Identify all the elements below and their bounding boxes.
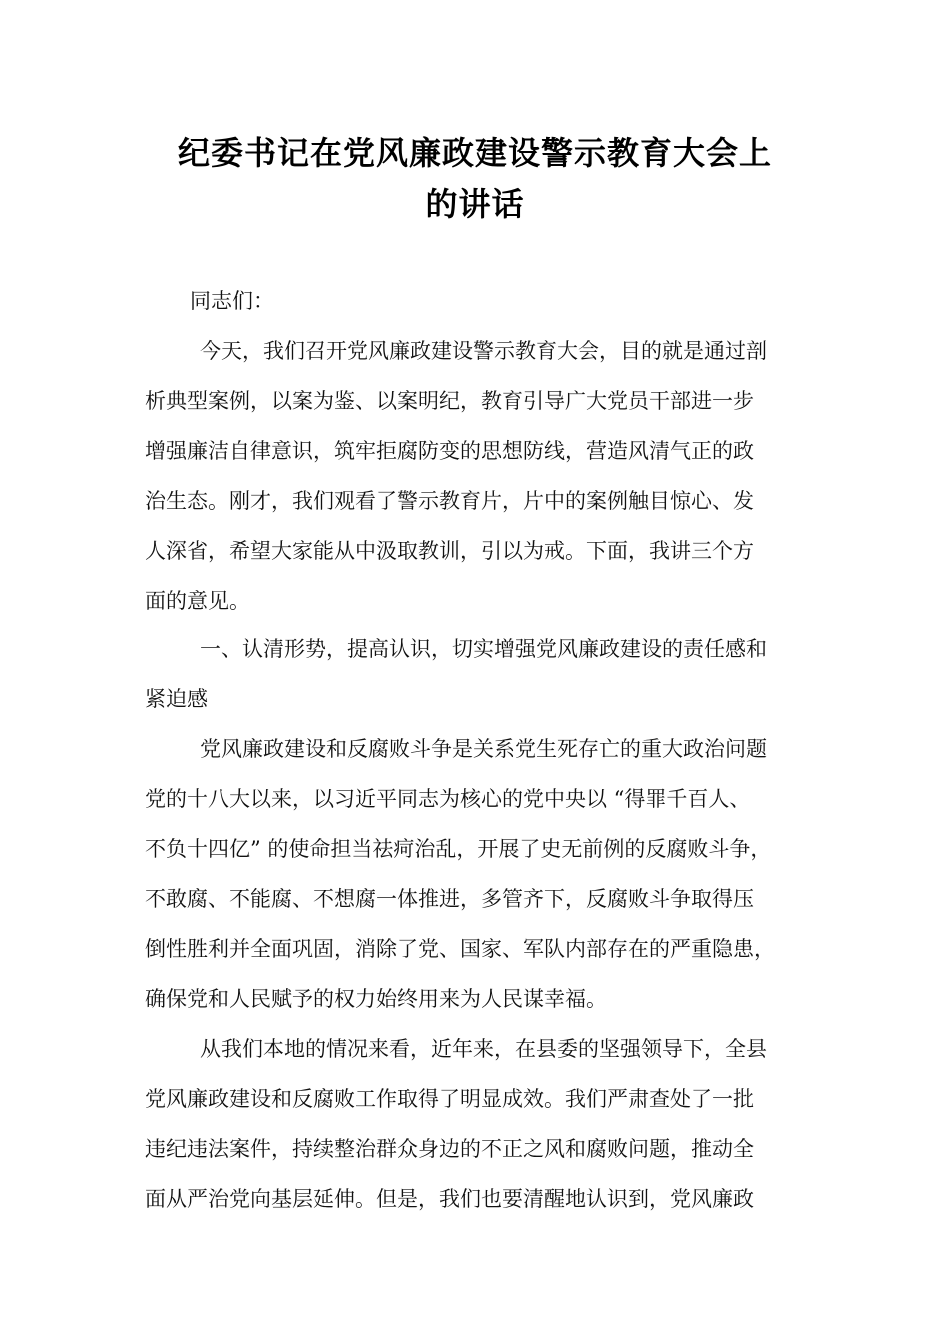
document-title [145,128,805,230]
paragraph-line: 今天，我们召开党风廉政建设警示教育大会，目的就是通过剖 [200,339,767,363]
paragraph-line: 党的十八大以来，以习近平同志为核心的党中央以 “得罪千百人、 [145,787,751,811]
paragraph-line: 党风廉政建设和反腐败斗争是关系党生死存亡的重大政治问题 [200,737,767,761]
paragraph-line: 人深省，希望大家能从中汲取教训，引以为戒。下面，我讲三个方 [145,539,754,563]
paragraph-line: 面的意见。 [145,589,250,613]
section-heading-line: 一、认清形势，提高认识，切实增强党风廉政建设的责任感和 [200,637,767,661]
paragraph-line: 违纪违法案件，持续整治群众身边的不正之风和腐败问题，推动全 [145,1137,754,1161]
paragraph-line: 增强廉洁自律意识，筑牢拒腐防变的思想防线，营造风清气正的政 [145,439,754,463]
title-line: 的讲话 [425,185,525,223]
paragraph-line: 不负十四亿” 的使命担当祛疴治乱，开展了史无前例的反腐败斗争， [145,837,772,861]
salutation: 同志们： [190,289,274,313]
paragraph-line: 不敢腐、不能腐、不想腐一体推进，多管齐下，反腐败斗争取得压 [145,887,754,911]
paragraph-line: 确保党和人民赋予的权力始终用来为人民谋幸福。 [145,987,607,1011]
paragraph-line: 治生态。刚才，我们观看了警示教育片，片中的案例触目惊心、发 [145,489,754,513]
paragraph-line: 党风廉政建设和反腐败工作取得了明显成效。我们严肃查处了一批 [145,1087,754,1111]
paragraph-line: 倒性胜利并全面巩固，消除了党、国家、军队内部存在的严重隐患， [145,937,775,961]
paragraph-line: 析典型案例，以案为鉴、以案明纪，教育引导广大党员干部进一步 [145,389,754,413]
paragraph-line: 面从严治党向基层延伸。但是，我们也要清醒地认识到，党风廉政 [145,1187,754,1211]
paragraph-line: 从我们本地的情况来看，近年来，在县委的坚强领导下，全县 [200,1037,767,1061]
section-heading-line: 紧迫感 [145,687,208,711]
title-line: 纪委书记在党风廉政建设警示教育大会上 [177,134,772,172]
